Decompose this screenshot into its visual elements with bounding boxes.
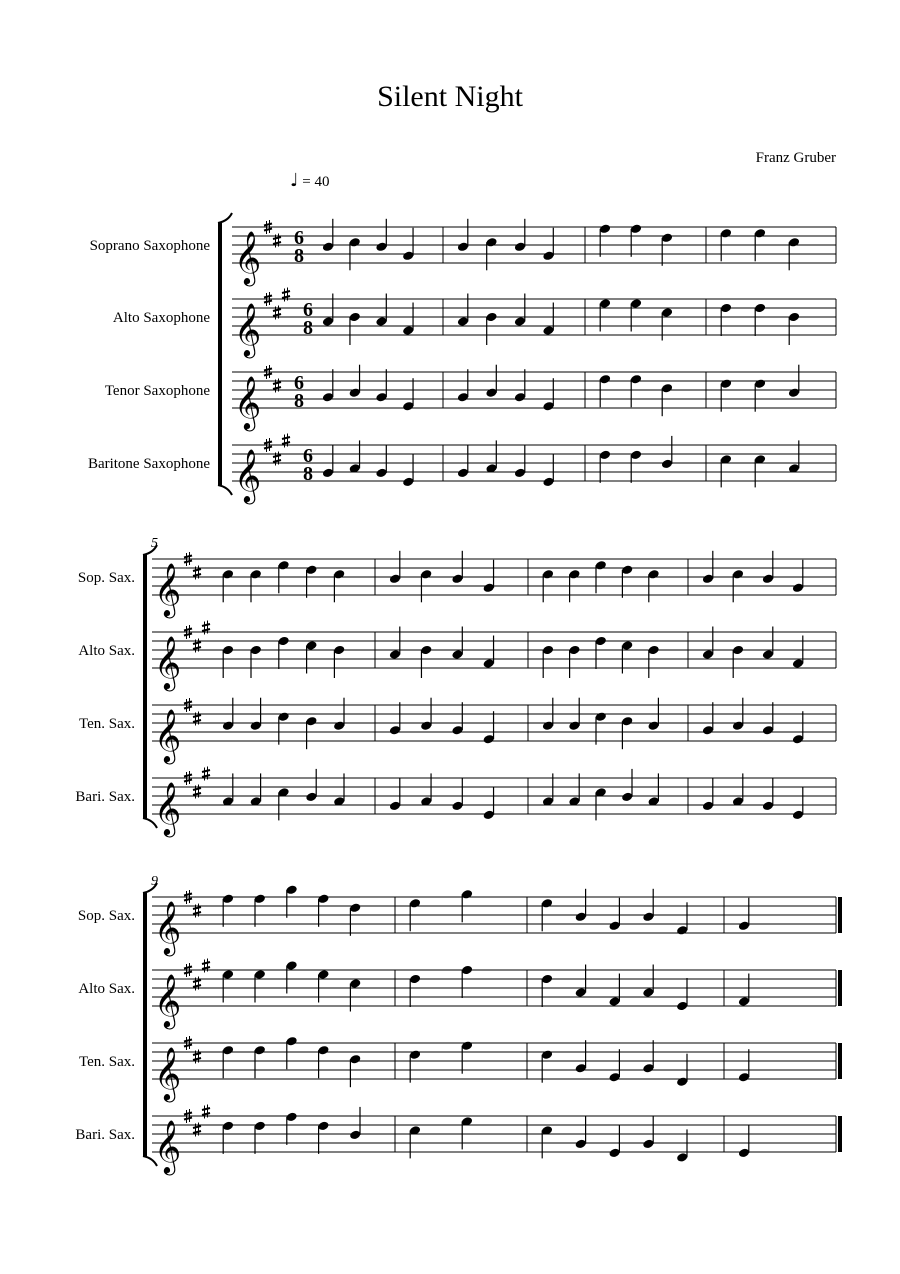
- sharp-bar: [273, 237, 281, 239]
- sharp-bar: [184, 1113, 192, 1115]
- staff-1: [90, 219, 836, 286]
- treble-clef-icon: 𝄞: [234, 377, 262, 428]
- system-3: [75, 874, 842, 1175]
- system-bracket: [143, 893, 147, 1156]
- sharp-bar: [184, 894, 192, 896]
- composer-name: Franz Gruber: [755, 150, 836, 166]
- time-signature-beats: 6: [303, 445, 313, 467]
- sharp-bar: [273, 460, 281, 462]
- sharp-bar: [264, 224, 272, 226]
- staff-4: [75, 1105, 842, 1176]
- staff-3: [105, 365, 836, 431]
- sharp-bar: [282, 437, 290, 439]
- sharp-bar: [184, 1045, 192, 1047]
- sharp-bar: [202, 629, 210, 631]
- time-signature-beat-type: 8: [303, 463, 313, 485]
- staff-4: [75, 767, 836, 838]
- sharp-bar: [193, 720, 201, 722]
- sharp-bar: [202, 962, 210, 964]
- staff-3: [79, 1036, 842, 1102]
- sharp-bar: [193, 912, 201, 914]
- system-bracket: [143, 555, 147, 818]
- sharp-bar: [282, 442, 290, 444]
- treble-clef-icon: 𝄞: [234, 232, 262, 283]
- sharp-bar: [264, 229, 272, 231]
- treble-clef-icon: 𝄞: [154, 975, 182, 1026]
- treble-clef-icon: 𝄞: [154, 902, 182, 953]
- sharp-bar: [184, 629, 192, 631]
- measure-number: 5: [151, 536, 158, 551]
- bracket-hook-bottom: [218, 485, 232, 495]
- sharp-bar: [273, 309, 281, 311]
- treble-clef-icon: 𝄞: [154, 783, 182, 834]
- instrument-label: Alto Sax.: [78, 643, 135, 659]
- treble-clef-icon: 𝄞: [234, 304, 262, 355]
- staff-2: [78, 621, 836, 692]
- sharp-bar: [264, 296, 272, 298]
- sharp-bar: [193, 1058, 201, 1060]
- sharp-bar: [202, 967, 210, 969]
- staff-2: [78, 959, 842, 1030]
- final-barline: [838, 970, 842, 1006]
- sharp-bar: [273, 382, 281, 384]
- sharp-bar: [193, 1126, 201, 1128]
- time-signature-beat-type: 8: [294, 245, 304, 267]
- sharp-bar: [184, 1118, 192, 1120]
- sharp-bar: [184, 707, 192, 709]
- staff-4: [88, 434, 836, 505]
- score-title: Silent Night: [377, 80, 523, 113]
- bracket-hook-top: [218, 213, 232, 223]
- final-barline: [838, 1116, 842, 1152]
- treble-clef-icon: 𝄞: [154, 710, 182, 761]
- system-1: [88, 213, 836, 504]
- sharp-bar: [184, 899, 192, 901]
- sharp-bar: [202, 624, 210, 626]
- final-barline: [838, 897, 842, 933]
- sharp-bar: [184, 775, 192, 777]
- instrument-label: Baritone Saxophone: [87, 456, 210, 472]
- sharp-bar: [273, 242, 281, 244]
- sharp-bar: [184, 561, 192, 563]
- sharp-bar: [282, 291, 290, 293]
- instrument-label: Ten. Sax.: [78, 716, 135, 732]
- sharp-bar: [273, 387, 281, 389]
- sharp-bar: [184, 1040, 192, 1042]
- staff-3: [79, 698, 836, 764]
- sharp-bar: [273, 314, 281, 316]
- time-signature-beats: 6: [303, 299, 313, 321]
- instrument-label: Alto Saxophone: [112, 310, 210, 326]
- treble-clef-icon: 𝄞: [154, 1121, 182, 1172]
- sharp-bar: [264, 369, 272, 371]
- instrument-label: Bari. Sax.: [75, 1127, 135, 1143]
- sharp-bar: [273, 455, 281, 457]
- treble-clef-icon: 𝄞: [154, 1048, 182, 1099]
- time-signature-beats: 6: [294, 372, 304, 394]
- sharp-bar: [264, 442, 272, 444]
- sharp-bar: [193, 647, 201, 649]
- sharp-bar: [193, 574, 201, 576]
- sharp-bar: [193, 715, 201, 717]
- measure-number: 9: [151, 874, 158, 889]
- final-barline: [838, 1043, 842, 1079]
- sharp-bar: [193, 980, 201, 982]
- sharp-bar: [264, 447, 272, 449]
- sharp-bar: [264, 301, 272, 303]
- treble-clef-icon: 𝄞: [234, 450, 262, 501]
- time-signature-beat-type: 8: [303, 317, 313, 339]
- instrument-label: Bari. Sax.: [75, 789, 135, 805]
- time-signature-beats: 6: [294, 227, 304, 249]
- sharp-bar: [193, 793, 201, 795]
- sharp-bar: [184, 556, 192, 558]
- treble-clef-icon: 𝄞: [154, 637, 182, 688]
- sharp-bar: [193, 1131, 201, 1133]
- sharp-bar: [193, 907, 201, 909]
- instrument-label: Ten. Sax.: [78, 1054, 135, 1070]
- system-2: [75, 536, 836, 837]
- sharp-bar: [202, 1108, 210, 1110]
- tempo-equals: =: [302, 174, 315, 190]
- sharp-bar: [264, 374, 272, 376]
- sharp-bar: [193, 569, 201, 571]
- sharp-bar: [184, 702, 192, 704]
- tempo-bpm: 40: [314, 174, 330, 190]
- sharp-bar: [202, 770, 210, 772]
- sharp-bar: [193, 788, 201, 790]
- quarter-note-icon: ♩: [290, 170, 299, 191]
- instrument-label: Alto Sax.: [78, 981, 135, 997]
- sharp-bar: [184, 780, 192, 782]
- time-signature-beat-type: 8: [294, 390, 304, 412]
- instrument-label: Tenor Saxophone: [104, 383, 210, 399]
- sharp-bar: [193, 985, 201, 987]
- sharp-bar: [202, 1113, 210, 1115]
- staff-1: [78, 551, 836, 618]
- sharp-bar: [282, 296, 290, 298]
- system-bracket: [218, 223, 222, 485]
- sharp-bar: [184, 634, 192, 636]
- instrument-label: Sop. Sax.: [77, 908, 135, 924]
- treble-clef-icon: 𝄞: [154, 564, 182, 615]
- staff-1: [78, 884, 842, 956]
- instrument-label: Sop. Sax.: [77, 570, 135, 586]
- sharp-bar: [184, 972, 192, 974]
- sharp-bar: [184, 967, 192, 969]
- sharp-bar: [193, 1053, 201, 1055]
- sharp-bar: [193, 642, 201, 644]
- instrument-label: Soprano Saxophone: [89, 238, 210, 254]
- sharp-bar: [202, 775, 210, 777]
